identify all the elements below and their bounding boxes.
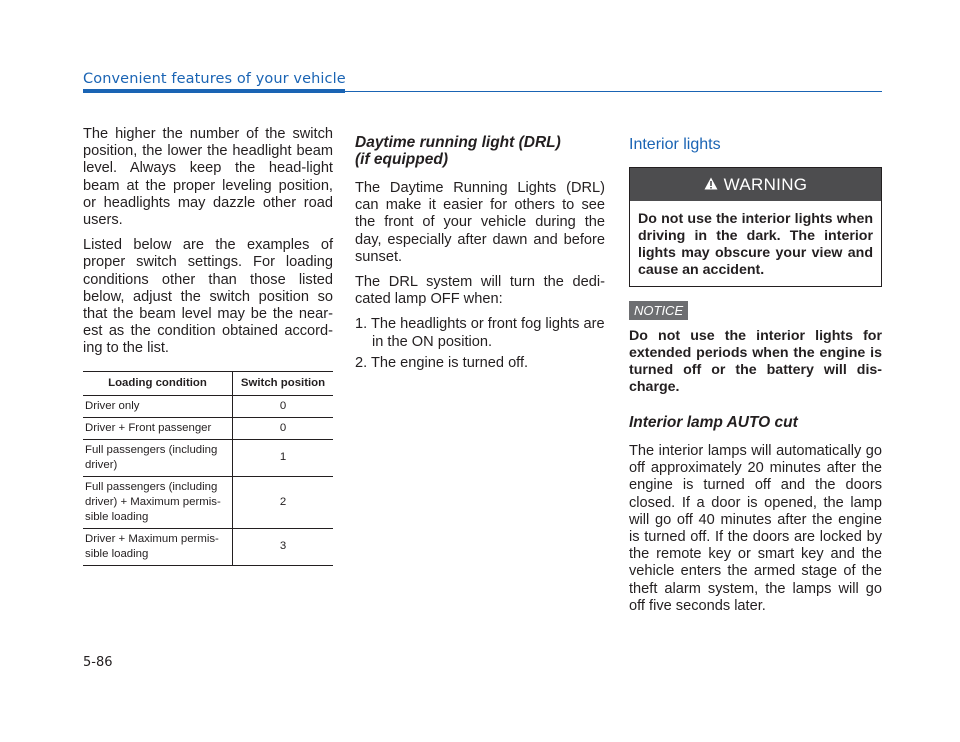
warning-text: Do not use the interior lights when driving in the dark. The interior lights may obscure your view and cause an accident. (638, 211, 873, 278)
auto-cut-heading: Interior lamp AUTO cut (629, 414, 798, 431)
table-cell-condition: Full passengers (including driver) (83, 439, 233, 476)
column-left (83, 126, 333, 566)
drl-heading-line2: (if equipped) (355, 151, 448, 168)
page-number: 5-86 (83, 655, 113, 670)
notice-badge: NOTICE (629, 301, 688, 320)
table-cell-condition: Driver + Maximum permis-sible loading (83, 528, 233, 565)
drl-heading (355, 134, 605, 168)
table-cell-condition: Driver only (83, 395, 233, 417)
table-cell-position: 0 (233, 395, 334, 417)
drl-heading-line1: Daytime running light (DRL) (355, 134, 561, 151)
warning-header (630, 168, 881, 201)
table-row (83, 395, 333, 417)
header-rule-thick (83, 89, 345, 93)
list-item: 1. The headlights or front fog lights are in the ON position. (355, 316, 605, 350)
table-row (83, 476, 333, 528)
header-rule-thin (345, 91, 882, 92)
list-item: 2. The engine is turned off. (355, 354, 529, 371)
table-row (83, 528, 333, 565)
warning-box (629, 167, 882, 287)
paragraph-auto-cut: The interior lamps will automatically go off approximately 20 minutes after the engine is turned off and the doors closed. If a door is opened, the lamp will go off 40 minutes after the engine is turned off. If the doors are locked by the remote key or smart key and the vehicle enters the armed stage of the theft alarm system, the lamps will go off five seconds later. (629, 443, 882, 614)
table-row (83, 439, 333, 476)
paragraph-drl-intro: The Daytime Running Lights (DRL) can make it easier for others to see the front of your vehicle during the day, especially after dawn and before sunset. (355, 180, 605, 265)
table-cell-position: 3 (233, 528, 334, 565)
table-row (83, 417, 333, 439)
column-middle (355, 126, 605, 376)
table-cell-position: 0 (233, 417, 334, 439)
table-header-switch: Switch position (233, 371, 334, 395)
warning-triangle-icon (704, 177, 718, 193)
interior-lights-heading: Interior lights (629, 136, 721, 153)
section-title: Convenient features of your vehicle (83, 71, 346, 87)
table-cell-condition: Full passengers (including driver) + Maximum permis-sible loading (83, 476, 233, 528)
paragraph-drl-off: The DRL system will turn the dedi-cated lamp OFF when: (355, 274, 605, 308)
table-cell-position: 2 (233, 476, 334, 528)
table-header-condition: Loading condition (83, 371, 233, 395)
paragraph-switch-settings: Listed below are the examples of proper switch settings. For loading conditions other than those listed below, adjust the switch position so that the beam level may be the near-est as the condition obtained accord-ing to the list. (83, 237, 333, 357)
loading-condition-table (83, 371, 333, 566)
drl-condition-list (355, 316, 605, 372)
table-header-row (83, 371, 333, 395)
table-cell-condition: Driver + Front passenger (83, 417, 233, 439)
warning-label: WARNING (723, 174, 808, 194)
column-right (629, 126, 882, 623)
table-cell-position: 1 (233, 439, 334, 476)
paragraph-headlight-level: The higher the number of the switch position, the lower the headlight beam level. Always keep the head-light beam at the proper leveling position, or headlights may dazzle other road users. (83, 126, 333, 229)
notice-text: Do not use the interior lights for extended periods when the engine is turned off or the battery will dis-charge. (629, 328, 882, 395)
